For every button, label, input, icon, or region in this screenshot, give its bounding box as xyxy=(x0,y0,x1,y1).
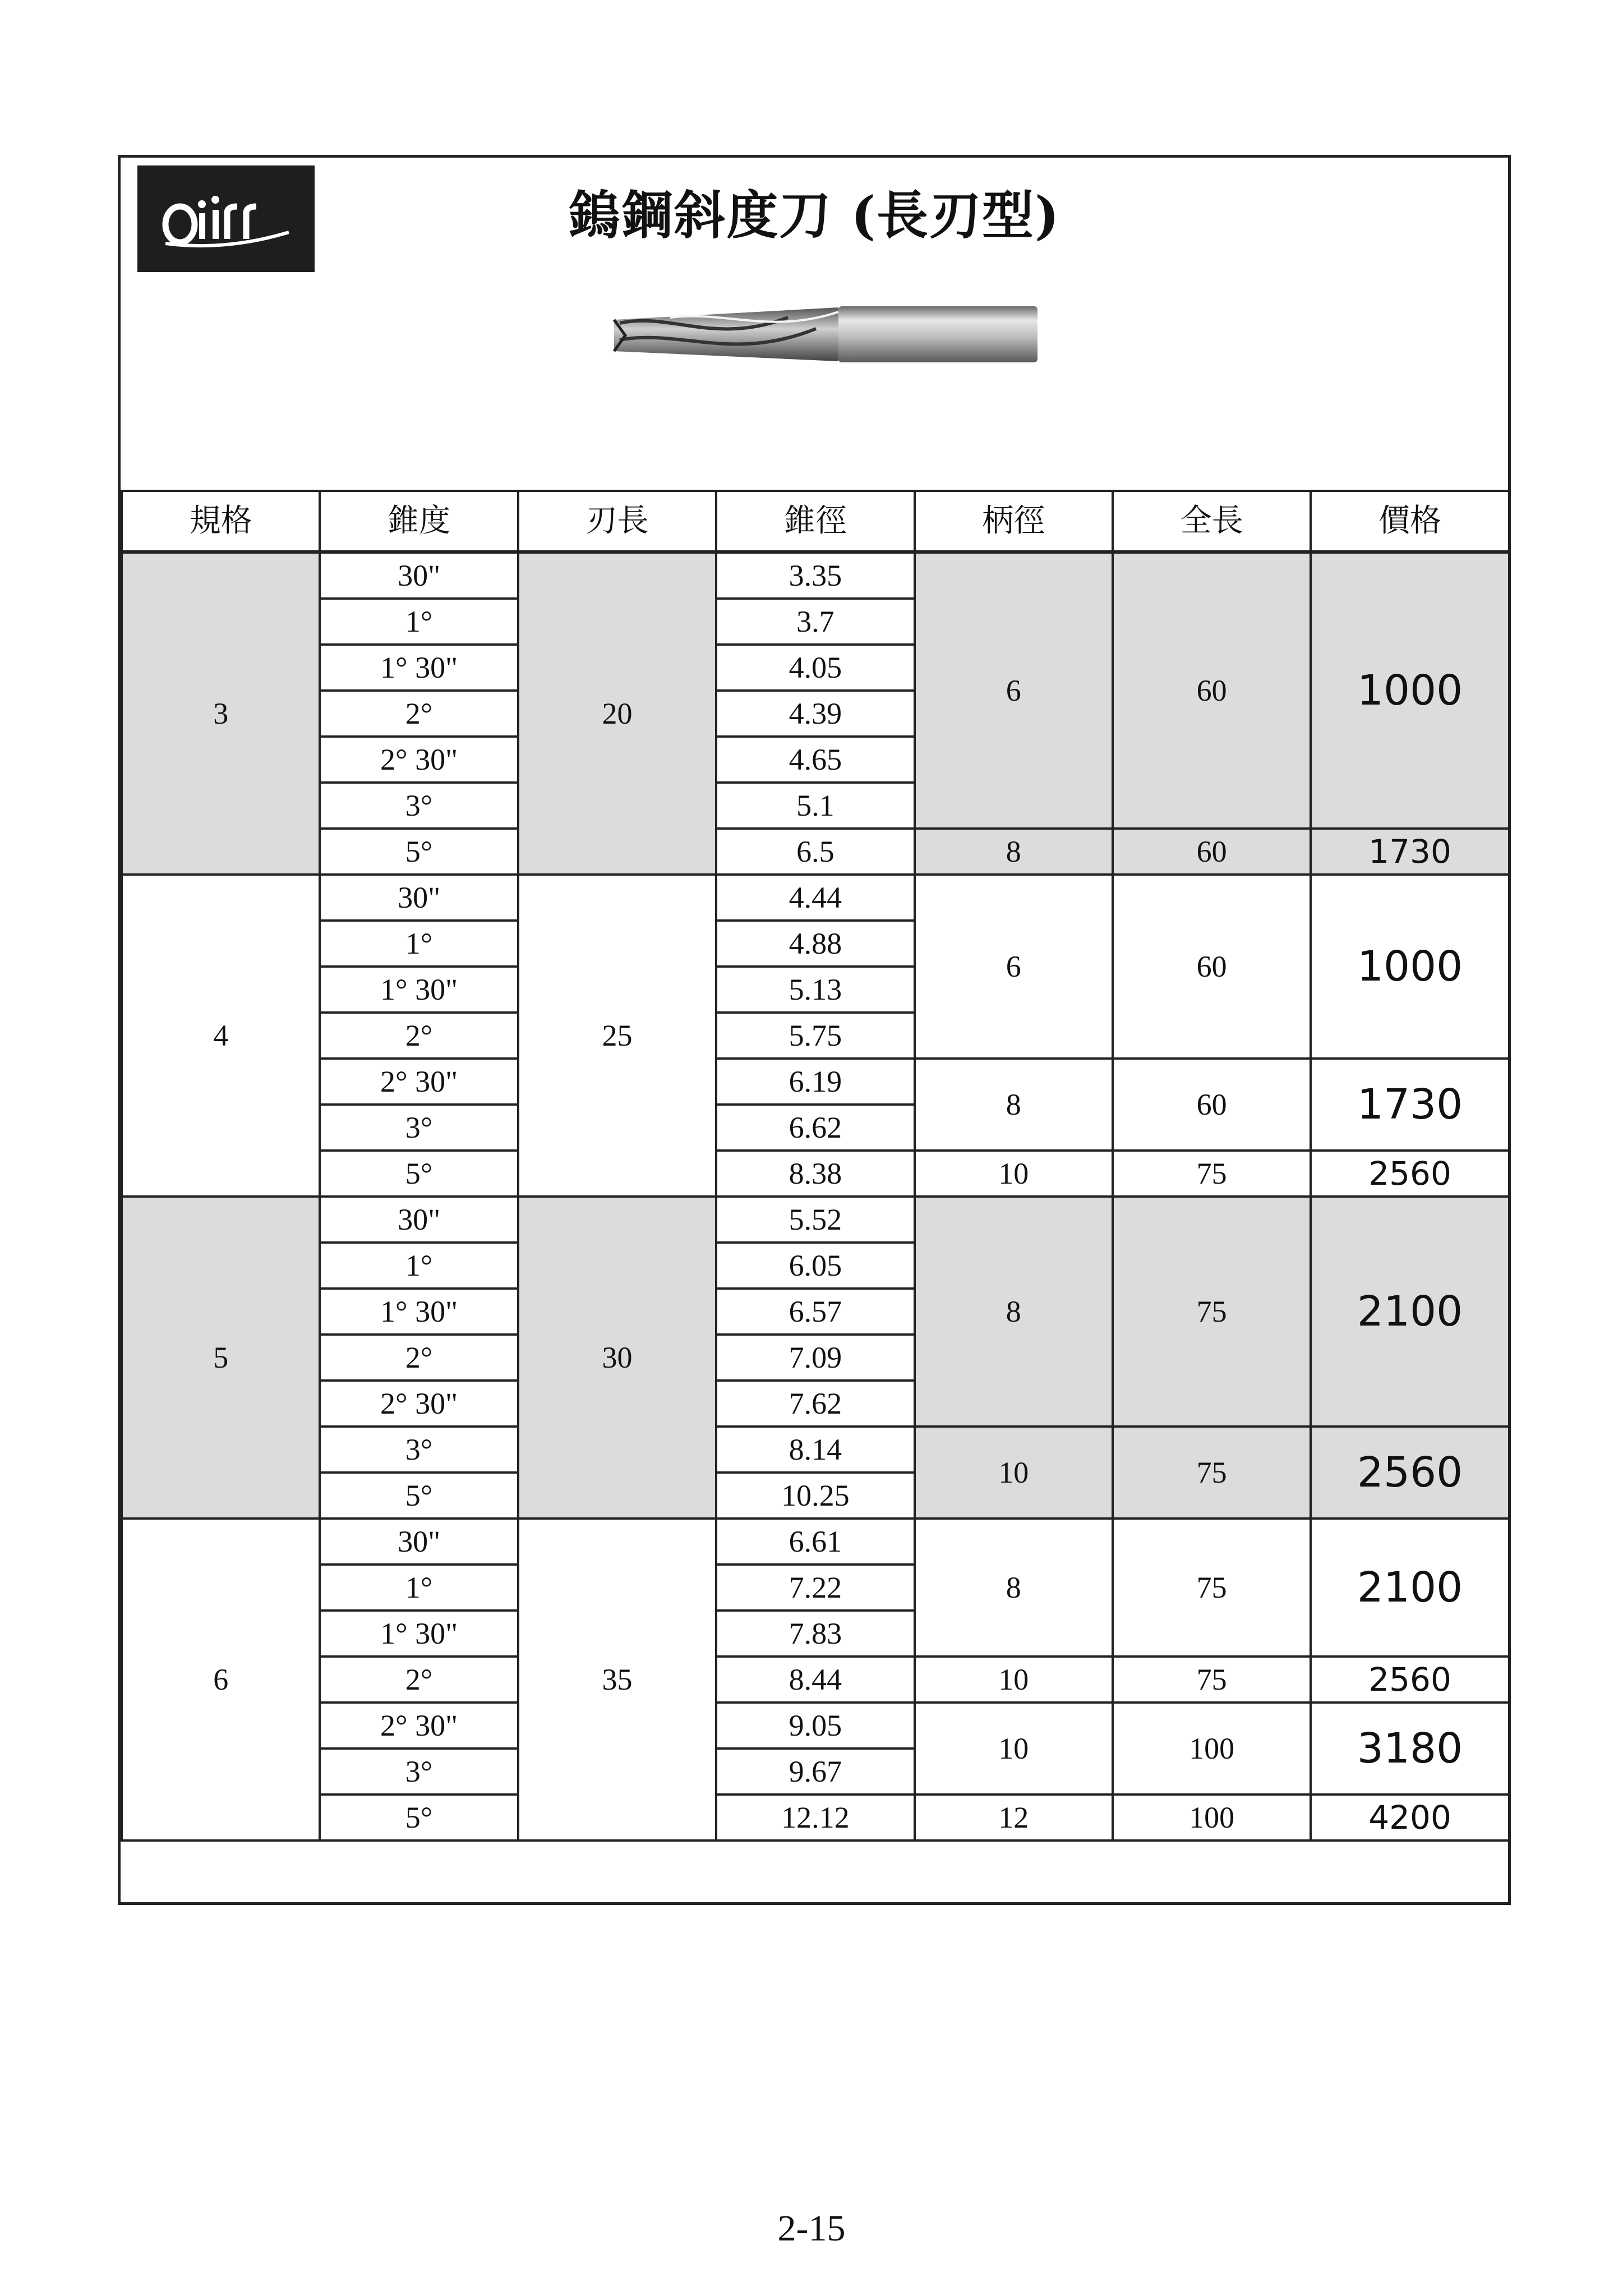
length-cell: 75 xyxy=(1113,1197,1311,1427)
length-cell: 60 xyxy=(1113,552,1311,829)
flute-length-cell: 35 xyxy=(518,1519,716,1841)
flute-length-cell: 25 xyxy=(518,875,716,1197)
price-cell: 2560 xyxy=(1311,1151,1509,1197)
tip-diameter-cell: 7.83 xyxy=(716,1611,914,1657)
taper-cell: 5° xyxy=(320,829,518,875)
taper-cell: 30" xyxy=(320,1519,518,1565)
page-title: 鎢鋼斜度刀 (長刃型) xyxy=(568,185,1061,246)
shank-cell: 8 xyxy=(915,1059,1113,1151)
tip-diameter-cell: 6.62 xyxy=(716,1105,914,1151)
spec-cell: 4 xyxy=(122,875,320,1197)
table-row xyxy=(122,1703,1509,1749)
tip-diameter-cell: 5.13 xyxy=(716,967,914,1013)
spec-cell: 6 xyxy=(122,1519,320,1841)
length-cell: 75 xyxy=(1113,1151,1311,1197)
length-cell: 60 xyxy=(1113,829,1311,875)
price-cell: 1000 xyxy=(1311,875,1509,1059)
shank-cell: 6 xyxy=(915,875,1113,1059)
shank-cell: 8 xyxy=(915,1519,1113,1657)
price-cell: 1730 xyxy=(1311,1059,1509,1151)
shank-cell: 12 xyxy=(915,1795,1113,1841)
shank-cell: 10 xyxy=(915,1427,1113,1519)
taper-cell: 3° xyxy=(320,1427,518,1473)
header-price: 價格 xyxy=(1311,491,1509,552)
taper-cell: 2° 30" xyxy=(320,1059,518,1105)
taper-cell: 5° xyxy=(320,1151,518,1197)
length-cell: 60 xyxy=(1113,875,1311,1059)
price-cell: 1730 xyxy=(1311,829,1509,875)
tip-diameter-cell: 9.05 xyxy=(716,1703,914,1749)
price-cell: 3180 xyxy=(1311,1703,1509,1795)
price-cell: 2560 xyxy=(1311,1427,1509,1519)
table-row xyxy=(122,875,1509,921)
taper-cell: 30" xyxy=(320,875,518,921)
tip-diameter-cell: 9.67 xyxy=(716,1749,914,1795)
header-taper: 錐度 xyxy=(320,491,518,552)
header-spec: 規格 xyxy=(122,491,320,552)
tip-diameter-cell: 3.7 xyxy=(716,599,914,645)
price-cell: 1000 xyxy=(1311,552,1509,829)
tip-diameter-cell: 6.19 xyxy=(716,1059,914,1105)
spec-cell: 3 xyxy=(122,552,320,875)
tip-diameter-cell: 12.12 xyxy=(716,1795,914,1841)
taper-cell: 3° xyxy=(320,783,518,829)
length-cell: 75 xyxy=(1113,1657,1311,1703)
shank-cell: 10 xyxy=(915,1151,1113,1197)
taper-cell: 2° xyxy=(320,691,518,737)
taper-cell: 30" xyxy=(320,1197,518,1243)
flute-length-cell: 20 xyxy=(518,552,716,875)
tip-diameter-cell: 8.38 xyxy=(716,1151,914,1197)
shank-cell: 8 xyxy=(915,1197,1113,1427)
tip-diameter-cell: 6.61 xyxy=(716,1519,914,1565)
tip-diameter-cell: 7.09 xyxy=(716,1335,914,1381)
spec-table xyxy=(121,490,1510,1842)
table-row xyxy=(122,829,1509,875)
tip-diameter-cell: 4.88 xyxy=(716,921,914,967)
shank-cell: 8 xyxy=(915,829,1113,875)
price-cell: 2100 xyxy=(1311,1197,1509,1427)
taper-cell: 2° xyxy=(320,1335,518,1381)
shank-cell: 10 xyxy=(915,1703,1113,1795)
end-mill-icon xyxy=(603,295,1040,374)
shank-cell: 6 xyxy=(915,552,1113,829)
tip-diameter-cell: 4.65 xyxy=(716,737,914,783)
tip-diameter-cell: 4.39 xyxy=(716,691,914,737)
header-tip-diameter: 錐徑 xyxy=(716,491,914,552)
taper-cell: 1° 30" xyxy=(320,1289,518,1335)
taper-cell: 2° 30" xyxy=(320,737,518,783)
length-cell: 100 xyxy=(1113,1795,1311,1841)
taper-cell: 1° 30" xyxy=(320,967,518,1013)
header-overall-length: 全長 xyxy=(1113,491,1311,552)
tip-diameter-cell: 4.44 xyxy=(716,875,914,921)
page-number: 2-15 xyxy=(777,2208,846,2249)
taper-cell: 1° xyxy=(320,921,518,967)
tip-diameter-cell: 10.25 xyxy=(716,1473,914,1519)
table-row xyxy=(122,1427,1509,1473)
tip-diameter-cell: 6.5 xyxy=(716,829,914,875)
spec-cell: 5 xyxy=(122,1197,320,1519)
table-row xyxy=(122,1795,1509,1841)
tip-diameter-cell: 6.57 xyxy=(716,1289,914,1335)
table-header-row xyxy=(122,491,1509,552)
table-row xyxy=(122,1519,1509,1565)
taper-cell: 1° 30" xyxy=(320,645,518,691)
length-cell: 75 xyxy=(1113,1519,1311,1657)
catalog-frame xyxy=(118,155,1511,1905)
taper-cell: 1° xyxy=(320,1243,518,1289)
tip-diameter-cell: 8.44 xyxy=(716,1657,914,1703)
tip-diameter-cell: 5.1 xyxy=(716,783,914,829)
taper-cell: 1° xyxy=(320,1565,518,1611)
table-row xyxy=(122,552,1509,599)
length-cell: 60 xyxy=(1113,1059,1311,1151)
tip-diameter-cell: 7.62 xyxy=(716,1381,914,1427)
table-row xyxy=(122,1657,1509,1703)
table-row xyxy=(122,1059,1509,1105)
taper-cell: 2° xyxy=(320,1013,518,1059)
taper-cell: 5° xyxy=(320,1795,518,1841)
taper-cell: 2° 30" xyxy=(320,1703,518,1749)
tip-diameter-cell: 5.52 xyxy=(716,1197,914,1243)
tip-diameter-cell: 7.22 xyxy=(716,1565,914,1611)
header xyxy=(121,158,1508,494)
taper-cell: 1° 30" xyxy=(320,1611,518,1657)
price-cell: 4200 xyxy=(1311,1795,1509,1841)
taper-cell: 3° xyxy=(320,1105,518,1151)
tip-diameter-cell: 8.14 xyxy=(716,1427,914,1473)
tip-diameter-cell: 4.05 xyxy=(716,645,914,691)
taper-cell: 5° xyxy=(320,1473,518,1519)
taper-cell: 30" xyxy=(320,552,518,599)
shank-cell: 10 xyxy=(915,1657,1113,1703)
taper-cell: 2° 30" xyxy=(320,1381,518,1427)
table-row xyxy=(122,1197,1509,1243)
price-cell: 2560 xyxy=(1311,1657,1509,1703)
taper-cell: 3° xyxy=(320,1749,518,1795)
table-row xyxy=(122,1151,1509,1197)
tip-diameter-cell: 3.35 xyxy=(716,552,914,599)
taper-cell: 1° xyxy=(320,599,518,645)
spec-table-wrap xyxy=(121,490,1508,1842)
price-cell: 2100 xyxy=(1311,1519,1509,1657)
flute-length-cell: 30 xyxy=(518,1197,716,1519)
taper-cell: 2° xyxy=(320,1657,518,1703)
tip-diameter-cell: 5.75 xyxy=(716,1013,914,1059)
header-flute-length: 刃長 xyxy=(518,491,716,552)
length-cell: 75 xyxy=(1113,1427,1311,1519)
length-cell: 100 xyxy=(1113,1703,1311,1795)
tip-diameter-cell: 6.05 xyxy=(716,1243,914,1289)
header-shank-diameter: 柄徑 xyxy=(915,491,1113,552)
